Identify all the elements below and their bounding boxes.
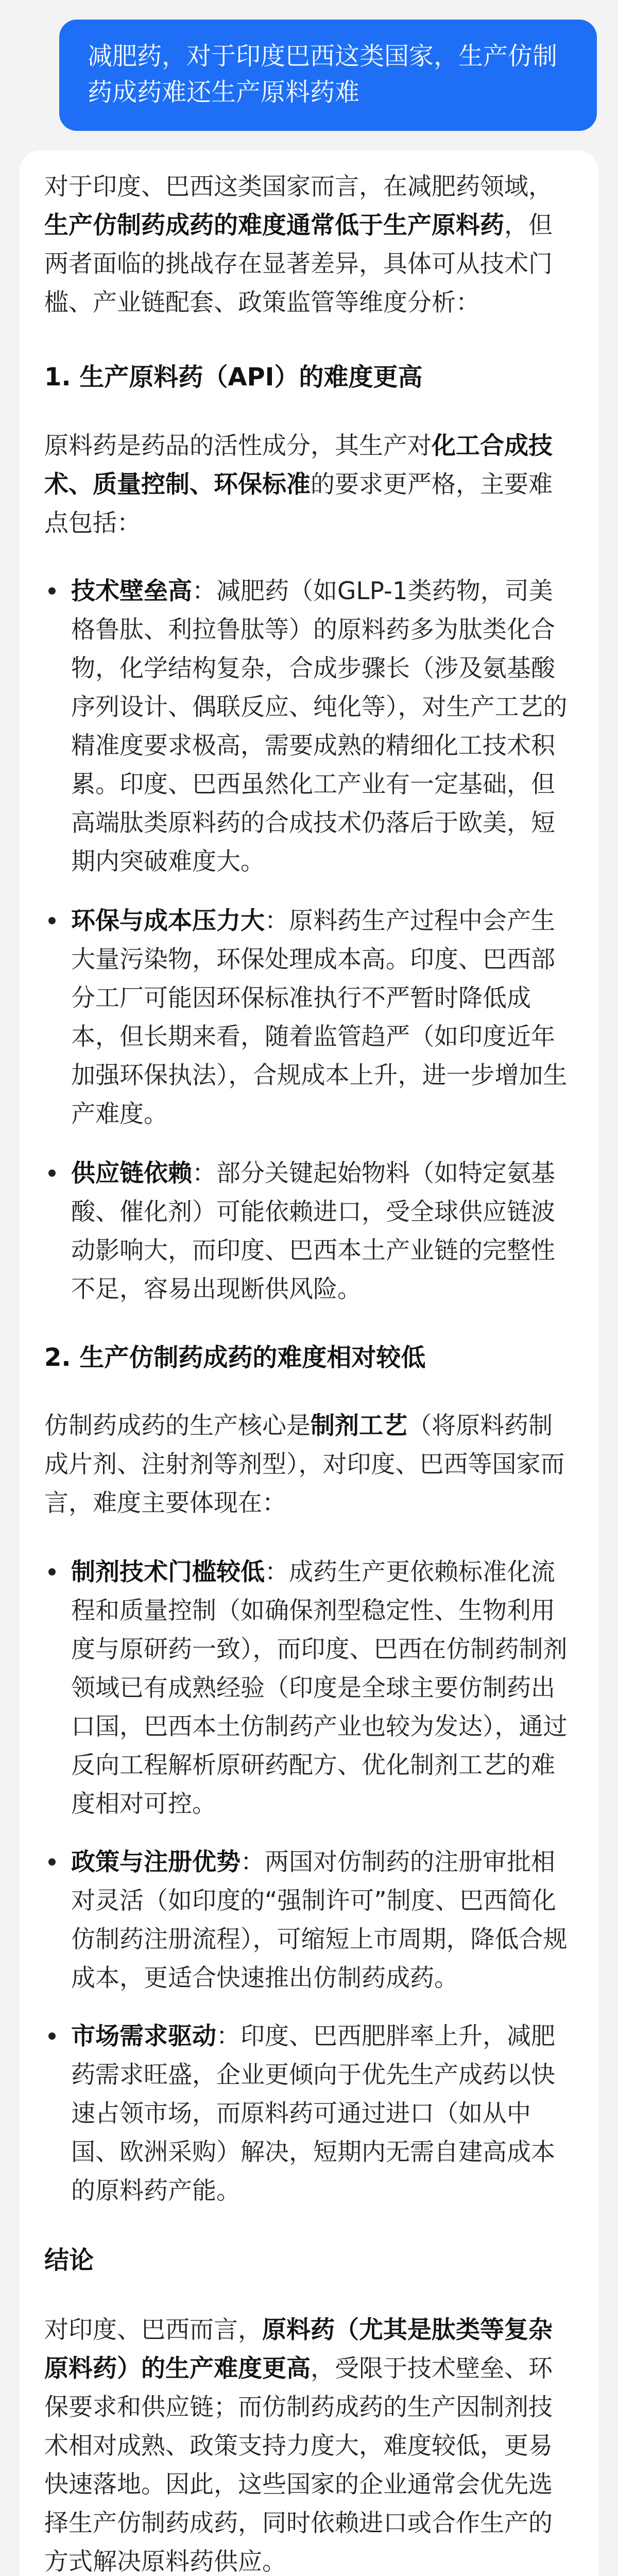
- text-run: 仿制药成药的生产核心是: [44, 1412, 311, 1440]
- conclusion-heading: 结论: [44, 2246, 94, 2275]
- text-run: （将原料药制成片剂、注射剂等剂型），对印度、巴西等国家而言，难度主要体现在：: [44, 1412, 565, 1517]
- list-item-title: 政策与注册优势: [71, 1848, 241, 1876]
- text-run: 对于印度、巴西这类国家而言，在减肥药领域，: [44, 173, 553, 201]
- list-item-title: 市场需求驱动: [71, 2022, 216, 2050]
- list-item-text: ：原料药生产过程中会产生大量污染物，环保处理成本高。印度、巴西部分工厂可能因环保标准执行不严暂时降低成本，但长期来看，随着监管趋严（如印度近年加强环保执法），合规成本上升，进一步增加生产难度。: [71, 907, 568, 1128]
- answer-intro-paragraph: [44, 150, 576, 322]
- text-run: 的要求更严格，主要难点包括：: [44, 470, 553, 537]
- list-item-text: ：印度、巴西肥胖率上升，减肥药需求旺盛，企业更倾向于优先生产成药以快速占领市场，而原料药可通过进口（如从中国、欧洲采购）解决，短期内无需自建高成本的原料药产能。: [71, 2022, 555, 2205]
- text-run: 对印度、巴西而言，: [44, 2316, 262, 2344]
- text-run-bold: 化工合成技术、质量控制、环保标准: [44, 432, 553, 499]
- assistant-answer-card: [20, 150, 598, 2576]
- section-heading-api: 1. 生产原料药（API）的难度更高: [44, 363, 423, 392]
- list-item-text: ：减肥药（如GLP-1类药物，司美格鲁肽、利拉鲁肽等）的原料药多为肽类化合物，化学结构复杂，合成步骤长（涉及氨基酸序列设计、偶联反应、纯化等），对生产工艺的精准度要求极高，需要成熟的精细化工技术积累。印度、巴西虽然化工产业有一定基础，但高端肽类原料药的合成技术仍落后于欧美，短期内突破难度大。: [71, 577, 568, 876]
- text-run-bold: 生产仿制药成药的难度通常低于生产原料药: [44, 211, 504, 240]
- text-run-bold: 原料药（尤其是肽类等复杂原料药）的生产难度更高: [44, 2316, 553, 2383]
- list-item-market-demand: [44, 2017, 576, 2210]
- list-item-env-cost: [44, 902, 576, 1133]
- list-item-title: 制剂技术门槛较低: [71, 1558, 265, 1586]
- api-difficulty-list: [44, 572, 576, 1309]
- list-item-text: ：两国对仿制药的注册审批相对灵活（如印度的“强制许可”制度、巴西简化仿制药注册流程），可缩短上市周期，降低合规成本，更适合快速推出仿制药成药。: [71, 1848, 568, 1992]
- section-finished-drug-intro: [44, 1406, 576, 1522]
- text-run: ，但两者面临的挑战存在显著差异，具体可从技术门槛、产业链配套、政策监管等维度分析：: [44, 211, 553, 317]
- section-api-intro: [44, 427, 576, 543]
- user-message-text: 减肥药，对于印度巴西这类国家，生产仿制药成药难还生产原料药难: [88, 42, 558, 107]
- list-item-text: ：成药生产更依赖标准化流程和质量控制（如确保剂型稳定性、生物利用度与原研药一致），而印度、巴西在仿制药制剂领域已有成熟经验（印度是全球主要仿制药出口国，巴西本土仿制药产业也较为发达），通过反向工程解析原研药配方、优化制剂工艺的难度相对可控。: [71, 1558, 568, 1818]
- list-item-title: 环保与成本压力大: [71, 907, 265, 935]
- text-run: 原料药是药品的活性成分，其生产对: [44, 432, 432, 460]
- list-item-tech-barrier: [44, 572, 576, 881]
- list-item-title: 供应链依赖: [71, 1159, 192, 1188]
- list-item-supply-chain: [44, 1154, 576, 1309]
- list-item-title: 技术壁垒高: [71, 577, 192, 605]
- list-item-text: ：部分关键起始物料（如特定氨基酸、催化剂）可能依赖进口，受全球供应链波动影响大，而印度、巴西本土产业链的完整性不足，容易出现断供风险。: [71, 1159, 555, 1303]
- finished-drug-list: [44, 1553, 576, 2210]
- text-run: ，受限于技术壁垒、环保要求和供应链；而仿制药成药的生产因制剂技术相对成熟、政策支持力度大，难度较低，更易快速落地。因此，这些国家的企业通常会优先选择生产仿制药成药，同时依赖进口或合作生产的方式解决原料药供应。: [44, 2354, 553, 2576]
- conclusion-paragraph: [44, 2311, 576, 2576]
- list-item-policy: [44, 1843, 576, 1997]
- section-heading-finished-drug: 2. 生产仿制药成药的难度相对较低: [44, 1343, 426, 1372]
- user-message-bubble[interactable]: [59, 20, 597, 131]
- text-run-bold: 制剂工艺: [311, 1412, 407, 1440]
- list-item-formulation: [44, 1553, 576, 1823]
